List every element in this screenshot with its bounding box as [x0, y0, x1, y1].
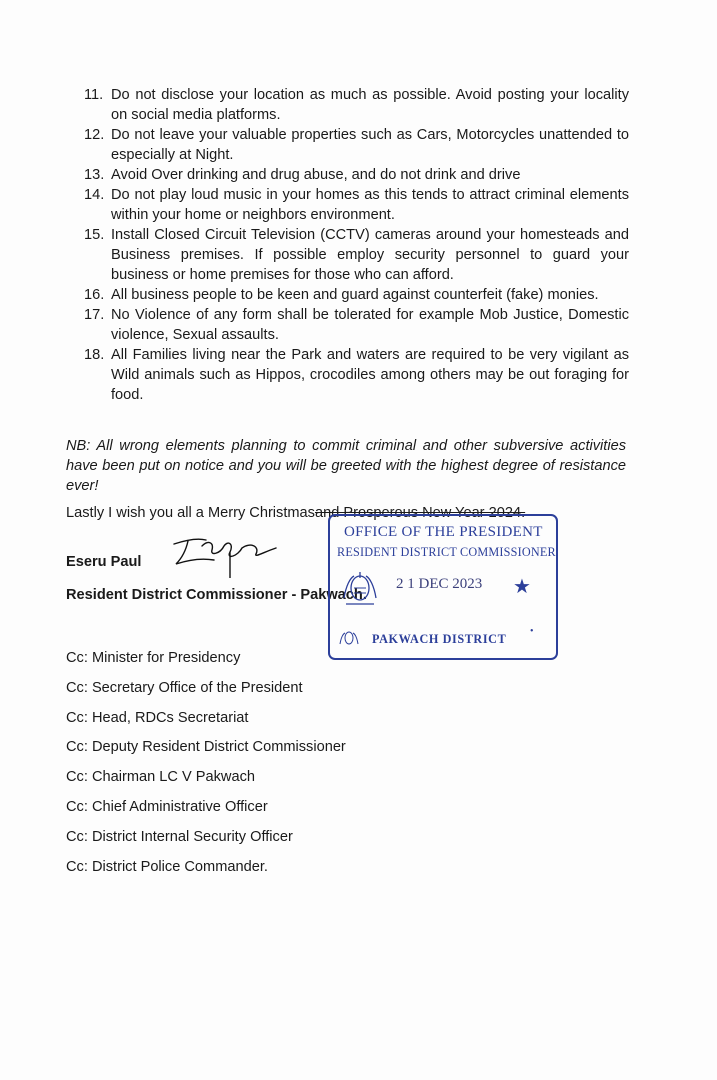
cc-item: Cc: District Police Commander.: [66, 858, 268, 875]
item-text: Do not play loud music in your homes as this tends to attract criminal elements within your home or neighbors environment.: [111, 187, 629, 223]
signatory-name: Eseru Paul: [66, 554, 142, 570]
cc-item: Cc: Minister for Presidency: [66, 650, 241, 666]
cc-item: Cc: Chief Administrative Officer: [66, 798, 268, 815]
coat-of-arms-icon: [340, 568, 380, 608]
closing-struck-text: and Prosperous New Year 2024.: [314, 505, 526, 521]
item-number: 11.: [84, 87, 104, 103]
item-text: No Violence of any form shall be tolerated for example Mob Justice, Domestic violence, Sexual assaults.: [111, 307, 629, 343]
item-number: 14.: [84, 187, 105, 203]
item-text: Do not leave your valuable properties such as Cars, Motorcycles unattended to especially at Night.: [111, 127, 629, 163]
stamp-district: PAKWACH DISTRICT: [372, 632, 507, 646]
closing-text: Lastly I wish you all a Merry Christmas: [66, 505, 315, 521]
list-item: [84, 345, 629, 405]
stamp-title: OFFICE OF THE PRESIDENT: [344, 524, 543, 540]
item-text: All business people to be keen and guard against counterfeit (fake) monies.: [111, 287, 599, 303]
item-number: 16.: [84, 287, 105, 303]
list-item: [84, 185, 629, 225]
carbon-copy-list: [66, 648, 346, 886]
list-item: [84, 225, 629, 285]
item-text: All Families living near the Park and waters are required to be very vigilant as Wild animals such as Hippos, crocodiles among others may be out foraging for food.: [111, 347, 629, 403]
stamp-date: 2 1 DEC 2023: [396, 576, 483, 592]
list-item: [84, 285, 629, 305]
dot-icon: •: [530, 626, 534, 637]
handwritten-signature: [168, 526, 278, 578]
item-text: Avoid Over drinking and drug abuse, and do not drink and drive: [111, 167, 521, 183]
security-guidelines-list: [84, 85, 629, 405]
item-number: 18.: [84, 347, 105, 363]
nb-notice: NB: All wrong elements planning to commit criminal and other subversive activities have been put on notice and you will be greeted with the highest degree of resistance ever!: [66, 438, 626, 494]
list-item: [84, 305, 629, 345]
list-item: [84, 125, 629, 165]
signatory-title: Resident District Commissioner - Pakwach.: [66, 587, 367, 603]
item-number: 13.: [84, 167, 105, 183]
item-text: Install Closed Circuit Television (CCTV) cameras around your homesteads and Business premises. If possible employ security personnel to guard your business or home premises for those who can afford.: [111, 227, 629, 283]
item-number: 17.: [84, 307, 105, 323]
cc-item: Cc: Chairman LC V Pakwach: [66, 769, 255, 786]
cc-item: Cc: District Internal Security Officer: [66, 828, 293, 845]
item-number: 12.: [84, 127, 105, 143]
stamp-subtitle: RESIDENT DISTRICT COMMISSIONER: [337, 545, 556, 559]
cc-item: Cc: Head, RDCs Secretariat: [66, 709, 249, 726]
small-coat-of-arms-icon: [338, 629, 360, 647]
official-stamp: [328, 514, 558, 660]
star-icon: ★: [513, 576, 531, 598]
cc-item: Cc: Secretary Office of the President: [66, 679, 303, 696]
item-text: Do not disclose your location as much as possible. Avoid posting your locality on social media platforms.: [111, 87, 629, 123]
cc-item: Cc: Deputy Resident District Commissioner: [66, 739, 346, 756]
list-item: [84, 85, 629, 125]
item-number: 15.: [84, 227, 105, 243]
list-item: [84, 165, 629, 185]
